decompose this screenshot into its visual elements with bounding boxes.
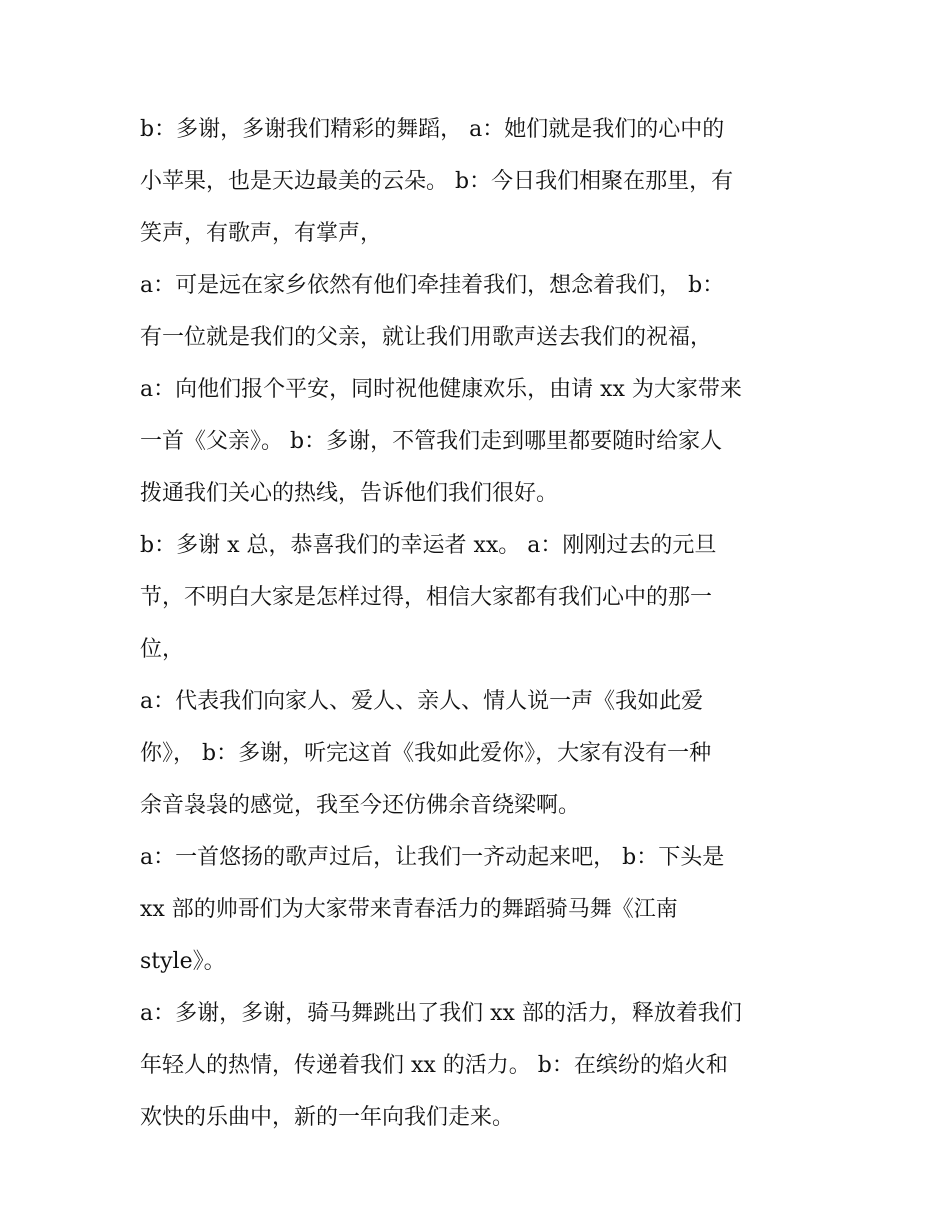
text-line: 年轻人的热情，传递着我们 xx 的活力。 b：在缤纷的焰火和 — [140, 1053, 728, 1078]
text-line: 你》， b：多谢，听完这首《我如此爱你》，大家有没有一种 — [140, 741, 712, 766]
text-line: 小苹果，也是天边最美的云朵。 b：今日我们相聚在那里，有 — [140, 169, 734, 194]
text-line: a：可是远在家乡依然有他们牵挂着我们，想念着我们， b： — [140, 273, 725, 298]
text-line: 笑声，有歌声，有掌声， — [140, 221, 383, 246]
text-line: a：向他们报个平安，同时祝他健康欢乐，由请 xx 为大家带来 — [140, 377, 742, 402]
text-line: a：代表我们向家人、爱人、亲人、情人说一声《我如此爱 — [140, 689, 704, 714]
text-line: 节，不明白大家是怎样过得，相信大家都有我们心中的那一 — [140, 585, 713, 610]
text-line: xx 部的帅哥们为大家带来青春活力的舞蹈骑马舞《江南 — [140, 897, 678, 922]
text-line: 余音袅袅的感觉，我至今还仿佛余音绕梁啊。 — [140, 793, 581, 818]
document-body — [140, 108, 820, 1148]
text-line: 有一位就是我们的父亲，就让我们用歌声送去我们的祝福， — [140, 325, 713, 350]
text-line: b：多谢 x 总，恭喜我们的幸运者 xx。 a：刚刚过去的元旦 — [140, 533, 717, 558]
text-line: b：多谢，多谢我们精彩的舞蹈， a：她们就是我们的心中的 — [140, 117, 725, 142]
text-line: a：多谢，多谢，骑马舞跳出了我们 xx 部的活力，释放着我们 — [140, 1001, 742, 1026]
text-line: 一首《父亲》。 b：多谢，不管我们走到哪里都要随时给家人 — [140, 429, 723, 454]
text-line: 拨通我们关心的热线，告诉他们我们很好。 — [140, 481, 559, 506]
text-line: a：一首悠扬的歌声过后，让我们一齐动起来吧， b：下头是 — [140, 845, 725, 870]
text-line: 欢快的乐曲中，新的一年向我们走来。 — [140, 1105, 515, 1130]
text-line: style》。 — [140, 949, 226, 974]
text-line: 位， — [140, 637, 185, 662]
